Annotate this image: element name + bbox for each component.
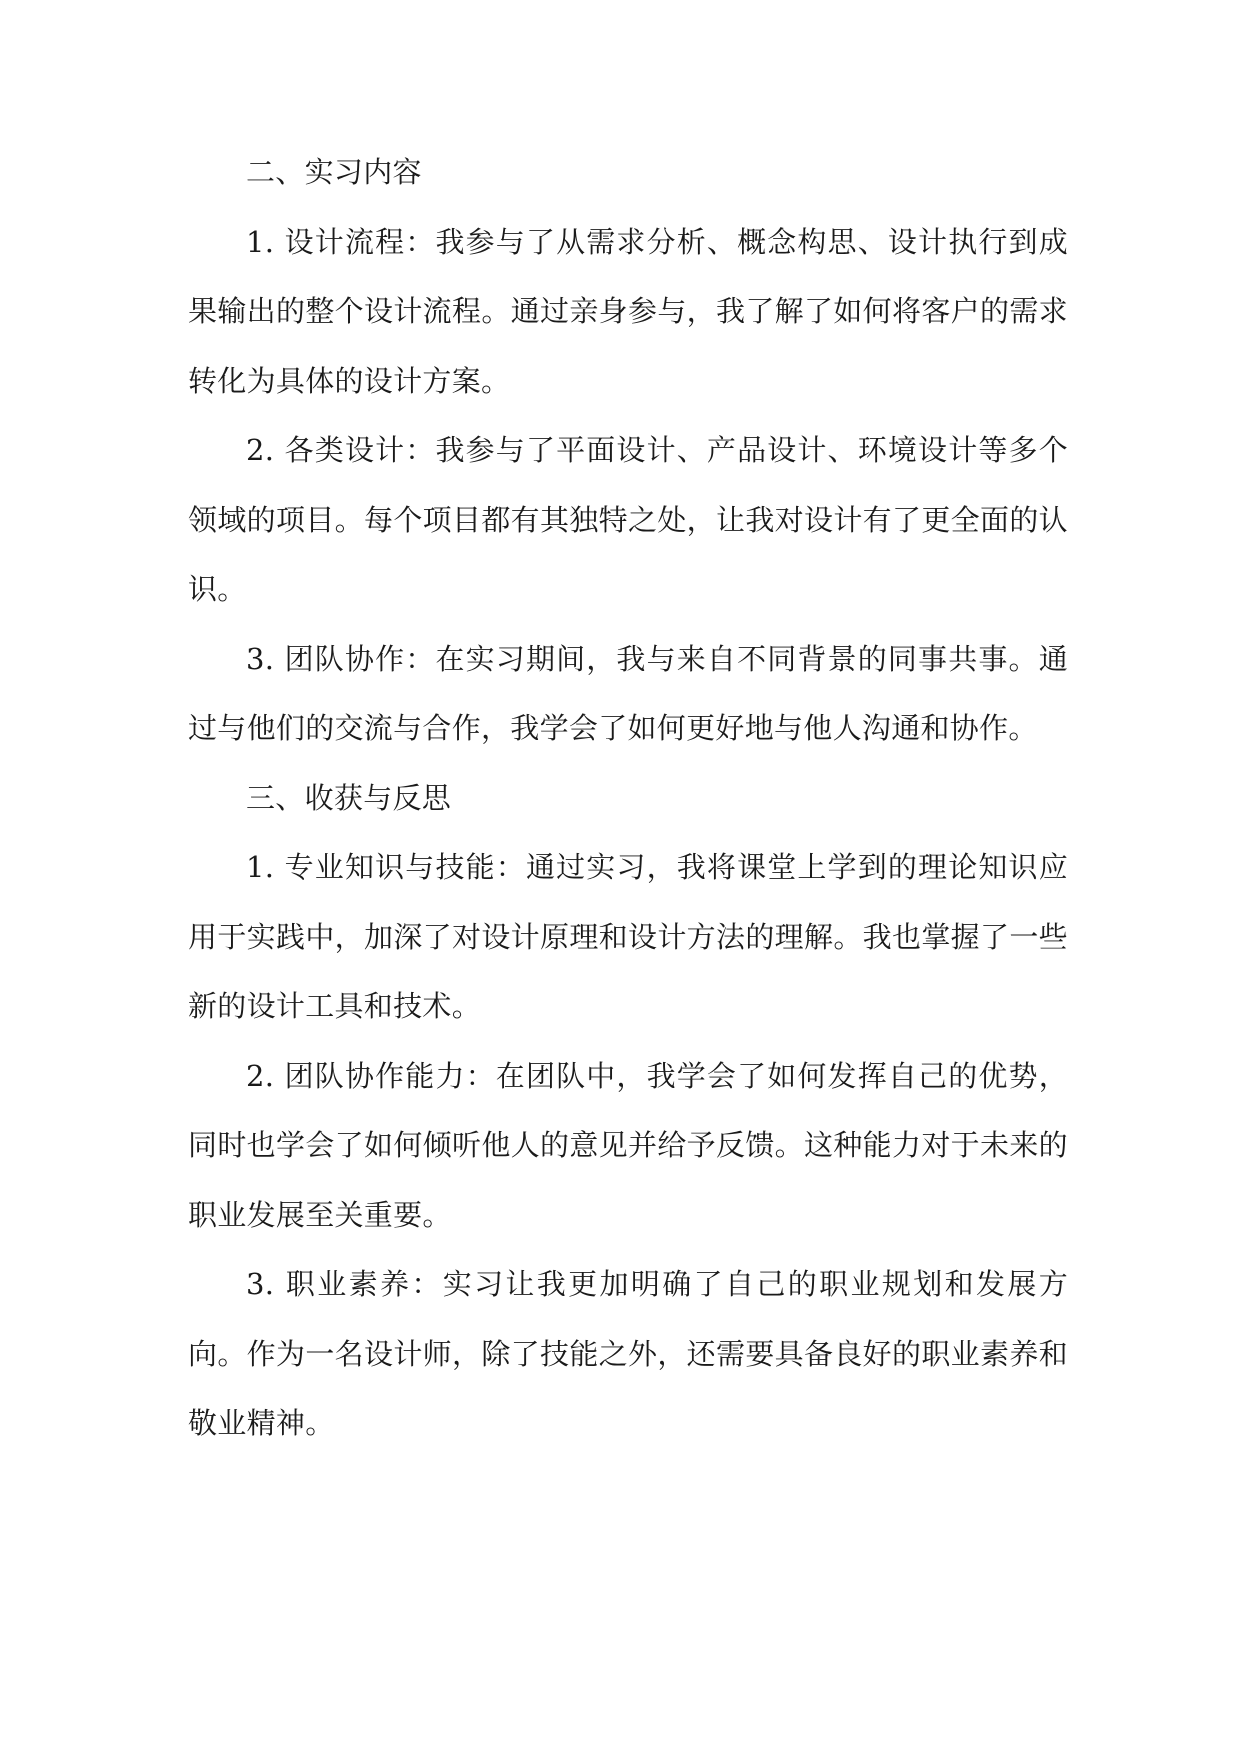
paragraph-team-collaboration: 3. 团队协作：在实习期间，我与来自不同背景的同事共事。通过与他们的交流与合作，我学会了如何更好地与他人沟通和协作。 bbox=[188, 641, 1068, 745]
document-body bbox=[188, 138, 1068, 1459]
paragraph-teamwork-ability: 2. 团队协作能力：在团队中，我学会了如何发挥自己的优势，同时也学会了如何倾听他人的意见并给予反馈。这种能力对于未来的职业发展至关重要。 bbox=[188, 1058, 1068, 1232]
paragraph-professional-skills: 1. 专业知识与技能：通过实习，我将课堂上学到的理论知识应用于实践中，加深了对设计原理和设计方法的理解。我也掌握了一些新的设计工具和技术。 bbox=[188, 850, 1068, 1023]
paragraph-design-process: 1. 设计流程：我参与了从需求分析、概念构思、设计执行到成果输出的整个设计流程。通过亲身参与，我了解了如何将客户的需求转化为具体的设计方案。 bbox=[188, 224, 1068, 398]
section-heading-internship-content: 二、实习内容 bbox=[246, 155, 422, 189]
section-heading-gains-reflection: 三、收获与反思 bbox=[246, 780, 452, 815]
paragraph-professional-quality: 3. 职业素养：实习让我更加明确了自己的职业规划和发展方向。作为一名设计师，除了技能之外，还需要具备良好的职业素养和敬业精神。 bbox=[188, 1267, 1068, 1440]
paragraph-design-types: 2. 各类设计：我参与了平面设计、产品设计、环境设计等多个领域的项目。每个项目都有其独特之处，让我对设计有了更全面的认识。 bbox=[188, 433, 1068, 606]
